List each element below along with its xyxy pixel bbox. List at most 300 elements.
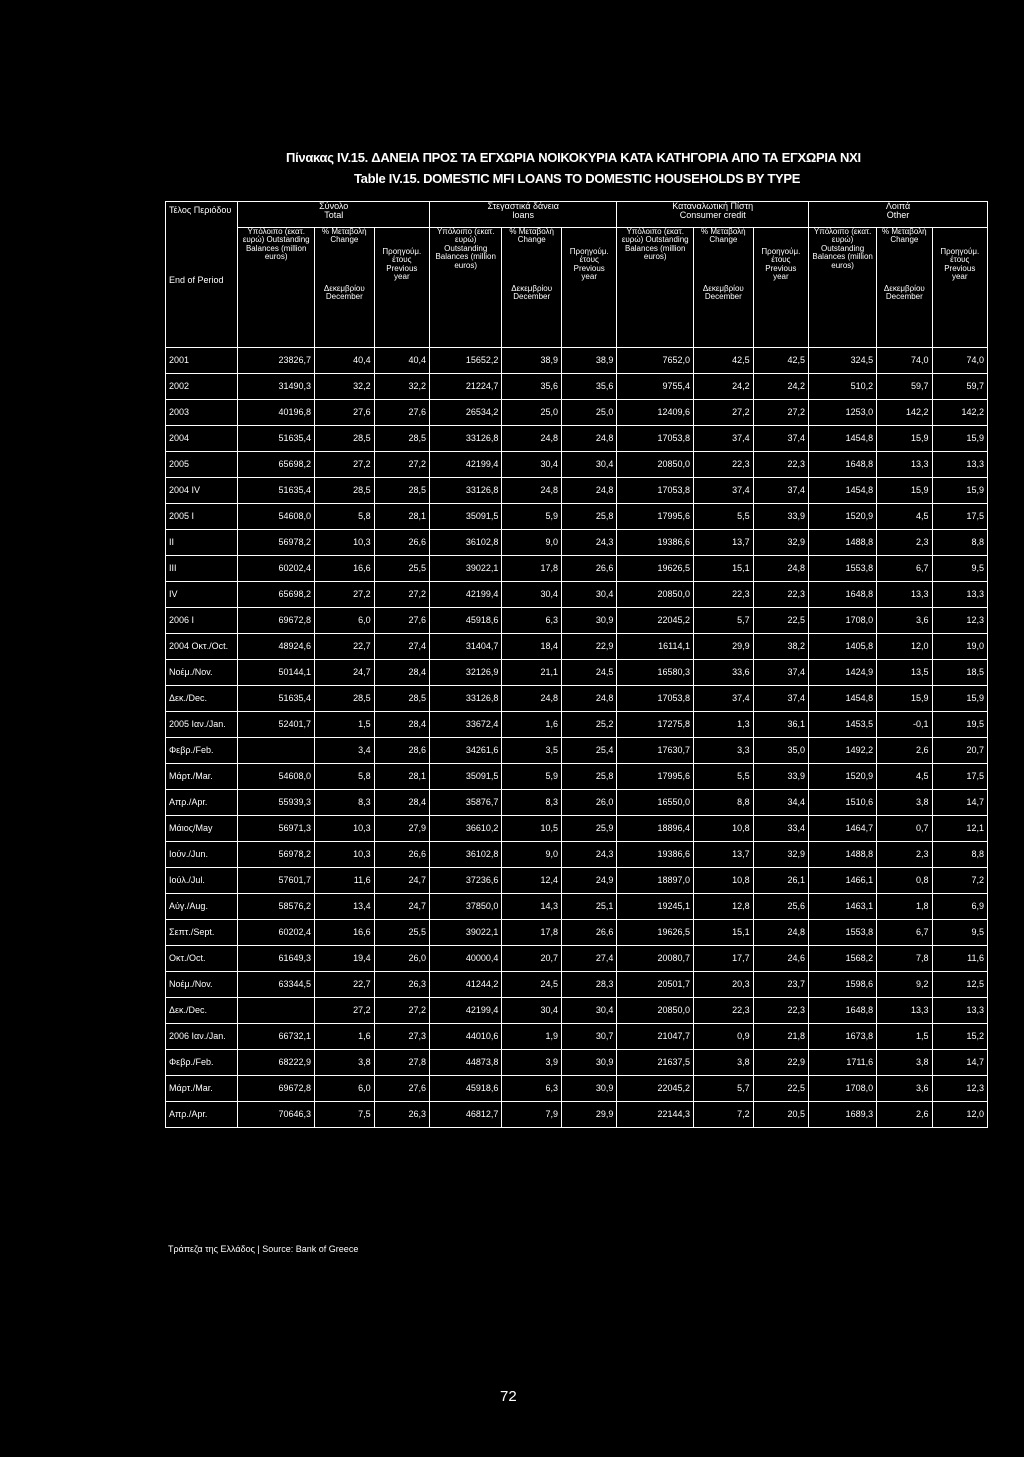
row-value: 21,1 [502, 660, 562, 686]
row-value: 22,3 [753, 582, 808, 608]
group-header-total: Σύνολο Total [238, 202, 430, 228]
row-value: 17053,8 [617, 686, 694, 712]
row-value: 37236,6 [430, 868, 502, 894]
row-value: 6,7 [877, 556, 932, 582]
row-value [238, 738, 315, 764]
row-period: 2005 I [166, 504, 238, 530]
row-value: 26,6 [374, 530, 429, 556]
row-value: 19,5 [932, 712, 987, 738]
row-value: 40,4 [315, 348, 375, 374]
row-value: 45918,6 [430, 1076, 502, 1102]
row-value: 20,7 [502, 946, 562, 972]
row-value: 30,4 [502, 452, 562, 478]
header-outstanding: Υπόλοιπο (εκατ. ευρώ) Outstanding Balances (million euros) [809, 228, 877, 348]
row-value: 4,5 [877, 764, 932, 790]
row-value: 20080,7 [617, 946, 694, 972]
header-previous-year: Προηγούμ. έτους Previous year [562, 228, 617, 348]
row-value: 33126,8 [430, 686, 502, 712]
row-value: 5,9 [502, 504, 562, 530]
row-value: 27,6 [315, 400, 375, 426]
row-value: 8,3 [315, 790, 375, 816]
row-value: 20501,7 [617, 972, 694, 998]
row-value: 8,8 [694, 790, 754, 816]
row-value: 22045,2 [617, 608, 694, 634]
row-value: 27,2 [694, 400, 754, 426]
row-value: 35,6 [502, 374, 562, 400]
row-value: 25,2 [562, 712, 617, 738]
header-previous-year: Προηγούμ. έτους Previous year [932, 228, 987, 348]
row-period: Δεκ./Dec. [166, 686, 238, 712]
row-period: Σεπτ./Sept. [166, 920, 238, 946]
row-value: 30,4 [562, 998, 617, 1024]
row-value: 20850,0 [617, 452, 694, 478]
row-value: 1568,2 [809, 946, 877, 972]
row-value: 37,4 [753, 686, 808, 712]
row-value: 3,9 [502, 1050, 562, 1076]
row-value: 74,0 [877, 348, 932, 374]
row-value: 1454,8 [809, 478, 877, 504]
row-value: 22,9 [562, 634, 617, 660]
row-value: 15,1 [694, 556, 754, 582]
row-value: 55939,3 [238, 790, 315, 816]
row-value: 24,6 [753, 946, 808, 972]
row-value: 2,3 [877, 530, 932, 556]
row-value: 1453,5 [809, 712, 877, 738]
row-value: 37,4 [694, 426, 754, 452]
row-value: 33126,8 [430, 478, 502, 504]
row-period: Απρ./Apr. [166, 790, 238, 816]
row-value: 1466,1 [809, 868, 877, 894]
row-value: 1648,8 [809, 452, 877, 478]
row-period: 2005 [166, 452, 238, 478]
row-value: 22,9 [753, 1050, 808, 1076]
page-number: 72 [500, 1388, 517, 1405]
table-row [166, 556, 988, 582]
row-value: 27,4 [562, 946, 617, 972]
table-row [166, 842, 988, 868]
table-row [166, 738, 988, 764]
source-note: Τράπεζα της Ελλάδος | Source: Bank of Greece [168, 1244, 359, 1254]
row-value: 31490,3 [238, 374, 315, 400]
row-value: 24,5 [502, 972, 562, 998]
row-value: 24,3 [562, 530, 617, 556]
row-value: 25,0 [562, 400, 617, 426]
row-value: 2,6 [877, 738, 932, 764]
sub-header-row [166, 228, 988, 348]
table-row [166, 582, 988, 608]
row-value: 44873,8 [430, 1050, 502, 1076]
row-value: 22045,2 [617, 1076, 694, 1102]
header-previous-year: Προηγούμ. έτους Previous year [374, 228, 429, 348]
table-row [166, 348, 988, 374]
row-value: 35091,5 [430, 504, 502, 530]
table-row [166, 712, 988, 738]
row-value: 1553,8 [809, 556, 877, 582]
row-value: 30,9 [562, 1076, 617, 1102]
row-value: 61649,3 [238, 946, 315, 972]
row-value: 3,6 [877, 1076, 932, 1102]
table-title-greek: Πίνακας IV.15. ΔΑΝΕΙΑ ΠΡΟΣ ΤΑ ΕΓΧΩΡΙΑ ΝΟΙΚΟΚΥΡΙΑ ΚΑΤΑ ΚΑΤΗΓΟΡΙΑ ΑΠΟ ΤΑ ΕΓΧΩΡΙΑ ΝΧΙ [286, 150, 861, 165]
row-period: 2006 Ιαν./Jan. [166, 1024, 238, 1050]
row-period: 2001 [166, 348, 238, 374]
row-value: 35,0 [753, 738, 808, 764]
row-value: 59,7 [877, 374, 932, 400]
row-value: 8,8 [932, 530, 987, 556]
row-value: 35876,7 [430, 790, 502, 816]
row-value: 63344,5 [238, 972, 315, 998]
row-value: 1424,9 [809, 660, 877, 686]
row-value: 25,5 [374, 920, 429, 946]
row-value: 1,9 [502, 1024, 562, 1050]
row-value: 24,8 [562, 686, 617, 712]
row-value: 12,3 [932, 608, 987, 634]
row-value: 3,5 [502, 738, 562, 764]
row-value: 13,3 [877, 582, 932, 608]
row-value: 35,6 [562, 374, 617, 400]
row-value: 1405,8 [809, 634, 877, 660]
row-value: 18,4 [502, 634, 562, 660]
row-value: 17,5 [932, 764, 987, 790]
row-value: 25,5 [374, 556, 429, 582]
row-value: 12,0 [932, 1102, 987, 1128]
row-value: 6,0 [315, 608, 375, 634]
table-row [166, 504, 988, 530]
row-value: 2,3 [877, 842, 932, 868]
row-value: 19386,6 [617, 842, 694, 868]
row-value: 30,4 [502, 998, 562, 1024]
row-value: 7,5 [315, 1102, 375, 1128]
row-value: 51635,4 [238, 426, 315, 452]
row-value: 15,9 [877, 478, 932, 504]
row-value: 13,4 [315, 894, 375, 920]
row-value: 37,4 [694, 686, 754, 712]
row-value: 1673,8 [809, 1024, 877, 1050]
row-value: 17275,8 [617, 712, 694, 738]
row-value: 51635,4 [238, 686, 315, 712]
row-value: 142,2 [877, 400, 932, 426]
row-value: 22,3 [694, 582, 754, 608]
row-value: 29,9 [694, 634, 754, 660]
row-period: Μάρτ./Mar. [166, 764, 238, 790]
row-value: 20,3 [694, 972, 754, 998]
row-value: 1,6 [502, 712, 562, 738]
row-value: 33126,8 [430, 426, 502, 452]
row-value: 25,4 [562, 738, 617, 764]
row-value: 20850,0 [617, 998, 694, 1024]
row-period: Νοέμ./Nov. [166, 660, 238, 686]
row-value: 15,9 [877, 426, 932, 452]
row-value: 58576,2 [238, 894, 315, 920]
row-value: 1253,0 [809, 400, 877, 426]
row-value: 4,5 [877, 504, 932, 530]
table-row [166, 972, 988, 998]
row-period: Ιούλ./Jul. [166, 868, 238, 894]
row-value: 33672,4 [430, 712, 502, 738]
row-value: 30,4 [562, 582, 617, 608]
row-value: 324,5 [809, 348, 877, 374]
row-value: 15652,2 [430, 348, 502, 374]
row-value: 32,9 [753, 530, 808, 556]
table-row [166, 764, 988, 790]
row-value: 22,3 [694, 452, 754, 478]
row-value: 5,5 [694, 764, 754, 790]
row-value: 26,3 [374, 1102, 429, 1128]
row-value: 28,5 [315, 478, 375, 504]
row-value: 2,6 [877, 1102, 932, 1128]
row-value: 37850,0 [430, 894, 502, 920]
table-row [166, 1024, 988, 1050]
row-value: 24,8 [502, 426, 562, 452]
row-value: 19626,5 [617, 920, 694, 946]
row-value: 16580,3 [617, 660, 694, 686]
row-value: 14,7 [932, 790, 987, 816]
row-value: 31404,7 [430, 634, 502, 660]
row-value: 40000,4 [430, 946, 502, 972]
row-value: 46812,7 [430, 1102, 502, 1128]
row-value: 12,0 [877, 634, 932, 660]
row-period: Αύγ./Aug. [166, 894, 238, 920]
row-value: 66732,1 [238, 1024, 315, 1050]
table-row [166, 894, 988, 920]
row-period: 2002 [166, 374, 238, 400]
row-value: 0,7 [877, 816, 932, 842]
table-row [166, 790, 988, 816]
row-value: 23,7 [753, 972, 808, 998]
row-value: 12,5 [932, 972, 987, 998]
row-value: 27,6 [374, 400, 429, 426]
row-period: Απρ./Apr. [166, 1102, 238, 1128]
row-period: Οκτ./Oct. [166, 946, 238, 972]
row-value: 17995,6 [617, 764, 694, 790]
row-value: 3,8 [877, 1050, 932, 1076]
group-header-row [166, 202, 988, 228]
row-value: 38,9 [562, 348, 617, 374]
table-row [166, 686, 988, 712]
row-value: 6,3 [502, 1076, 562, 1102]
row-value: 9,0 [502, 842, 562, 868]
row-value: 29,9 [562, 1102, 617, 1128]
row-value: 24,8 [562, 478, 617, 504]
row-value: 19245,1 [617, 894, 694, 920]
row-value: 19,0 [932, 634, 987, 660]
row-value: 9,0 [502, 530, 562, 556]
row-value: 25,6 [753, 894, 808, 920]
row-value: 27,2 [374, 998, 429, 1024]
row-value: 24,8 [562, 426, 617, 452]
row-value: 1708,0 [809, 1076, 877, 1102]
row-value: 25,8 [562, 504, 617, 530]
row-value: 18897,0 [617, 868, 694, 894]
row-value: 13,3 [932, 582, 987, 608]
row-value: 13,3 [877, 452, 932, 478]
row-value: 42199,4 [430, 582, 502, 608]
row-value: 27,2 [315, 582, 375, 608]
row-period: Δεκ./Dec. [166, 998, 238, 1024]
table-row [166, 998, 988, 1024]
group-header-other: Λοιπά Other [809, 202, 988, 228]
row-value: 1520,9 [809, 504, 877, 530]
row-value: 14,7 [932, 1050, 987, 1076]
row-value: 1510,6 [809, 790, 877, 816]
row-value: 12,4 [502, 868, 562, 894]
row-value: 13,7 [694, 530, 754, 556]
header-december: % Μεταβολή Change Δεκεμβρίου December [502, 228, 562, 348]
row-period: 2004 Οκτ./Oct. [166, 634, 238, 660]
group-header-housing: Στεγαστικά δάνεια loans [430, 202, 617, 228]
row-value: 14,3 [502, 894, 562, 920]
row-value: 5,7 [694, 608, 754, 634]
row-value: 24,7 [374, 894, 429, 920]
row-value: 22,7 [315, 634, 375, 660]
row-value: 10,8 [694, 868, 754, 894]
row-value: 57601,7 [238, 868, 315, 894]
row-value: 12409,6 [617, 400, 694, 426]
row-value: 25,1 [562, 894, 617, 920]
row-value: 15,2 [932, 1024, 987, 1050]
row-value: 8,3 [502, 790, 562, 816]
row-value: 5,5 [694, 504, 754, 530]
row-value: 1488,8 [809, 530, 877, 556]
row-value: 28,4 [374, 712, 429, 738]
row-value: 16114,1 [617, 634, 694, 660]
row-value: 1689,3 [809, 1102, 877, 1128]
row-value: 42,5 [753, 348, 808, 374]
row-value: 26,0 [374, 946, 429, 972]
row-value: 15,9 [932, 686, 987, 712]
row-value: 56971,3 [238, 816, 315, 842]
row-value: 6,9 [932, 894, 987, 920]
row-value: 28,5 [374, 478, 429, 504]
row-value: 21047,7 [617, 1024, 694, 1050]
row-value: 16,6 [315, 556, 375, 582]
row-value: 41244,2 [430, 972, 502, 998]
row-value: 12,1 [932, 816, 987, 842]
row-value: 1,6 [315, 1024, 375, 1050]
row-value: 36610,2 [430, 816, 502, 842]
row-value: 18896,4 [617, 816, 694, 842]
row-value: 20850,0 [617, 582, 694, 608]
row-value: 0,9 [694, 1024, 754, 1050]
row-value: 13,5 [877, 660, 932, 686]
row-value: 52401,7 [238, 712, 315, 738]
row-value: 26,6 [562, 920, 617, 946]
header-outstanding: Υπόλοιπο (εκατ. ευρώ) Outstanding Balances (million euros) [430, 228, 502, 348]
table-row [166, 868, 988, 894]
row-value: 15,9 [932, 478, 987, 504]
row-value: 33,9 [753, 504, 808, 530]
row-value: 28,1 [374, 764, 429, 790]
row-value: 60202,4 [238, 556, 315, 582]
row-value: 3,8 [877, 790, 932, 816]
row-value: 12,3 [932, 1076, 987, 1102]
row-value: 13,3 [877, 998, 932, 1024]
row-value: 42,5 [694, 348, 754, 374]
row-value: 24,2 [753, 374, 808, 400]
row-value: 142,2 [932, 400, 987, 426]
row-value: 28,6 [374, 738, 429, 764]
period-header-gr: Τέλος Περιόδου [169, 205, 232, 215]
row-value: 5,9 [502, 764, 562, 790]
table-row [166, 426, 988, 452]
row-value: 21224,7 [430, 374, 502, 400]
row-value: 26,6 [374, 842, 429, 868]
row-value: 42199,4 [430, 452, 502, 478]
row-value: 1711,6 [809, 1050, 877, 1076]
row-value: 7,8 [877, 946, 932, 972]
row-value: 1492,2 [809, 738, 877, 764]
row-value: 34,4 [753, 790, 808, 816]
table-row [166, 946, 988, 972]
row-value: 37,4 [694, 478, 754, 504]
row-value: 10,3 [315, 816, 375, 842]
row-value: 17,8 [502, 556, 562, 582]
row-period: 2003 [166, 400, 238, 426]
row-value: 7,9 [502, 1102, 562, 1128]
row-value: 24,5 [562, 660, 617, 686]
row-value: 1648,8 [809, 582, 877, 608]
row-value: 17,8 [502, 920, 562, 946]
row-value: 8,8 [932, 842, 987, 868]
row-value: 13,3 [932, 452, 987, 478]
row-value: 26,6 [562, 556, 617, 582]
row-value: 6,0 [315, 1076, 375, 1102]
row-value: 21,8 [753, 1024, 808, 1050]
row-value: 15,9 [877, 686, 932, 712]
row-value: 9,5 [932, 556, 987, 582]
row-value: 27,2 [315, 452, 375, 478]
row-value: 28,3 [562, 972, 617, 998]
table-row [166, 530, 988, 556]
row-value: 32,9 [753, 842, 808, 868]
row-value: 24,9 [562, 868, 617, 894]
group-header-consumer: Καταναλωτική Πίστη Consumer credit [617, 202, 809, 228]
row-value: 27,6 [374, 1076, 429, 1102]
row-value: 1464,7 [809, 816, 877, 842]
row-value: 5,7 [694, 1076, 754, 1102]
row-value: 1553,8 [809, 920, 877, 946]
row-value: 27,8 [374, 1050, 429, 1076]
row-value: 54608,0 [238, 504, 315, 530]
row-value: 1,3 [694, 712, 754, 738]
row-value: 18,5 [932, 660, 987, 686]
row-value: 30,9 [562, 1050, 617, 1076]
row-value: 27,2 [374, 582, 429, 608]
row-value: 26,1 [753, 868, 808, 894]
row-value: 1,5 [315, 712, 375, 738]
row-value: 37,4 [753, 478, 808, 504]
row-value: 28,5 [315, 426, 375, 452]
row-value: 60202,4 [238, 920, 315, 946]
row-value: 22,3 [753, 998, 808, 1024]
row-value: 28,4 [374, 790, 429, 816]
row-value: 1,8 [877, 894, 932, 920]
header-outstanding: Υπόλοιπο (εκατ. ευρώ) Outstanding Balances (million euros) [617, 228, 694, 348]
row-value: 56978,2 [238, 842, 315, 868]
row-value: 39022,1 [430, 920, 502, 946]
row-value: 59,7 [932, 374, 987, 400]
table-row [166, 452, 988, 478]
row-value: 28,4 [374, 660, 429, 686]
row-value: 5,8 [315, 764, 375, 790]
row-value: 1463,1 [809, 894, 877, 920]
table-body [166, 348, 988, 1128]
row-period: 2004 [166, 426, 238, 452]
row-value: 12,8 [694, 894, 754, 920]
row-value: 510,2 [809, 374, 877, 400]
row-value: 24,8 [502, 478, 562, 504]
row-value: 3,4 [315, 738, 375, 764]
row-period: Μάιος/May [166, 816, 238, 842]
